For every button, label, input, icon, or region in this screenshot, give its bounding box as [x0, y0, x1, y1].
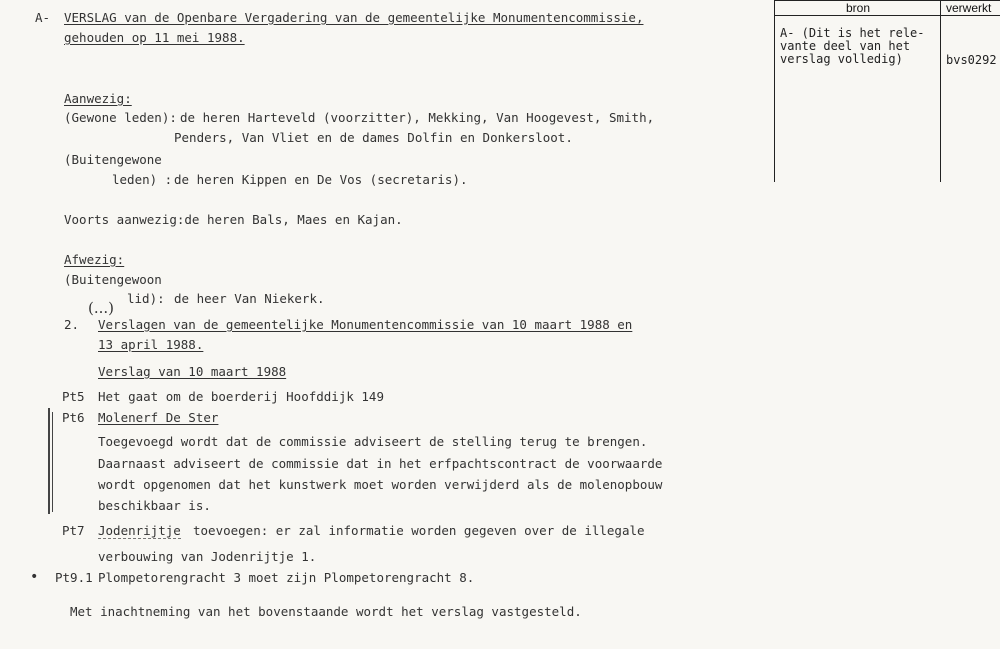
pt6-label: Pt6	[62, 410, 85, 425]
pt7-keyword: Jodenrijtje	[98, 523, 181, 538]
report-subheading: Verslag van 10 maart 1988	[98, 364, 287, 379]
pt7-label: Pt7	[62, 523, 85, 538]
processed-code: bvs0292	[946, 53, 997, 67]
source-note-line2: vante deel van het	[780, 39, 911, 53]
item-number: 2.	[64, 317, 80, 332]
regular-members-line2: Penders, Van Vliet en de dames Dolfin en Donkersloot.	[174, 130, 573, 145]
pt9-1-text: Plompetorengracht 3 moet zijn Plompetorengracht 8.	[98, 570, 475, 585]
pt9-1-label: Pt9.1	[55, 570, 93, 585]
item-title-line1: Verslagen van de gemeentelijke Monumentencommissie van 10 maart 1988 en	[98, 317, 633, 332]
pt6-line1: Toegevoegd wordt dat de commissie adviseert de stelling terug te brengen.	[98, 434, 648, 449]
source-note-line3: verslag volledig)	[780, 52, 903, 66]
report-date: gehouden op 11 mei 1988.	[64, 30, 245, 45]
absent-names: de heer Van Niekerk.	[174, 291, 325, 306]
pt6-line3: wordt opgenomen dat het kunstwerk moet worden verwijderd als de molenopbouw	[98, 477, 663, 492]
handwritten-ellipsis: (...)	[88, 299, 115, 317]
regular-members-label: (Gewone leden):	[64, 110, 177, 125]
margin-bar	[52, 412, 53, 512]
pt5-text: Het gaat om de boerderij Hoofddijk 149	[98, 389, 384, 404]
pt6-line4: beschikbaar is.	[98, 498, 211, 513]
source-note-line1: A- (Dit is het rele-	[780, 26, 925, 40]
absent-label2: lid):	[127, 291, 165, 306]
absent-heading: Afwezig:	[64, 252, 125, 267]
extraordinary-members-names: de heren Kippen en De Vos (secretaris).	[174, 172, 468, 187]
report-title: VERSLAG van de Openbare Vergadering van de gemeentelijke Monumentencommissie,	[64, 10, 644, 25]
closing-statement: Met inachtneming van het bovenstaande wordt het verslag vastgesteld.	[70, 604, 582, 619]
extraordinary-members-label2: leden) :	[112, 172, 173, 187]
also-present: Voorts aanwezig:de heren Bals, Maes en Kajan.	[64, 212, 403, 227]
pt6-line2: Daarnaast adviseert de commissie dat in het erfpachtscontract de voorwaarde	[98, 456, 663, 471]
table-header-rule	[774, 15, 1000, 16]
pt5-label: Pt5	[62, 389, 85, 404]
column-header-verwerkt: verwerkt	[946, 1, 992, 15]
column-header-bron: bron	[846, 1, 871, 15]
pt7-text: toevoegen: er zal informatie worden gegeven over de illegale	[193, 523, 645, 538]
section-marker: A-	[35, 10, 51, 25]
bullet-mark: •	[30, 569, 39, 585]
margin-bar	[48, 408, 50, 514]
present-heading: Aanwezig:	[64, 91, 132, 106]
regular-members-line1: de heren Harteveld (voorzitter), Mekking, Van Hoogevest, Smith,	[180, 110, 655, 125]
table-left-border	[774, 0, 775, 182]
pt7-line2: verbouwing van Jodenrijtje 1.	[98, 549, 317, 564]
pt6-title: Molenerf De Ster	[98, 410, 219, 425]
table-column-divider	[940, 0, 941, 182]
extraordinary-members-label1: (Buitengewone	[64, 152, 162, 167]
absent-label1: (Buitengewoon	[64, 272, 162, 287]
item-title-line2: 13 april 1988.	[98, 337, 204, 352]
